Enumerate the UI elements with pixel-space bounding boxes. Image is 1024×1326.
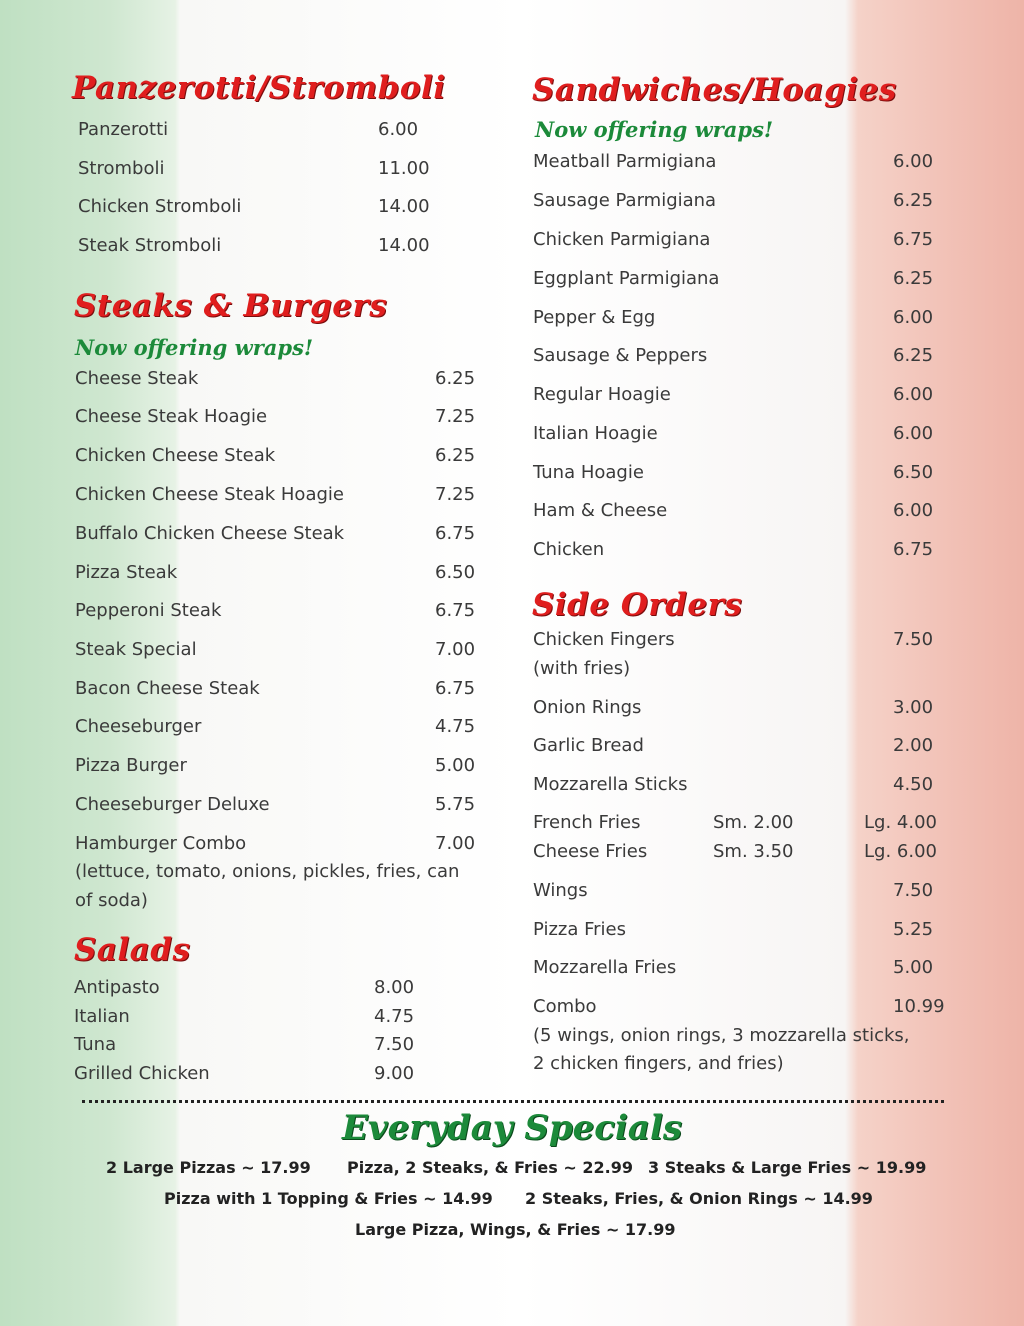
item-name: Italian xyxy=(74,1006,130,1027)
item-name: Cheeseburger Deluxe xyxy=(75,794,270,815)
item-price: 6.75 xyxy=(893,539,934,560)
item-name: Tuna Hoagie xyxy=(533,462,644,483)
sandwiches-heading: Sandwiches/Hoagies xyxy=(532,72,897,108)
item-name: Cheese Steak Hoagie xyxy=(75,406,268,427)
steaks-tagline: Now offering wraps! xyxy=(75,335,314,360)
specials-heading: Everyday Specials xyxy=(341,1108,683,1148)
menu-item xyxy=(75,754,475,778)
side-orders-heading: Side Orders xyxy=(532,587,743,623)
item-name: Chicken Stromboli xyxy=(78,196,242,217)
menu-item xyxy=(533,628,933,652)
item-price: 5.00 xyxy=(893,957,934,978)
item-price: 6.00 xyxy=(378,119,419,140)
special-item: 2 Steaks, Fries, & Onion Rings ~ 14.99 xyxy=(525,1189,873,1208)
menu-item xyxy=(74,1033,434,1057)
item-price: 7.50 xyxy=(893,880,934,901)
item-price: 14.00 xyxy=(378,196,430,217)
item-name: Chicken Cheese Steak Hoagie xyxy=(75,484,344,505)
item-name: Regular Hoagie xyxy=(533,384,671,405)
item-name: Sausage & Peppers xyxy=(533,345,708,366)
menu-item xyxy=(533,918,933,942)
item-price: 6.00 xyxy=(893,307,934,328)
item-price: 7.25 xyxy=(435,406,476,427)
item-name: Hamburger Combo xyxy=(75,833,247,854)
item-name: Pepper & Egg xyxy=(533,307,656,328)
item-name: Pizza Steak xyxy=(75,562,178,583)
combo-note-line xyxy=(533,1024,933,1048)
item-name: Antipasto xyxy=(74,977,160,998)
item-price: 7.50 xyxy=(893,629,934,650)
item-name: Ham & Cheese xyxy=(533,500,668,521)
item-price: 6.25 xyxy=(435,445,476,466)
item-large-price: Lg. 6.00 xyxy=(864,841,937,862)
item-large-price: Lg. 4.00 xyxy=(864,812,937,833)
menu-item xyxy=(75,832,475,856)
item-name: Buffalo Chicken Cheese Steak xyxy=(75,523,345,544)
item-price: 5.00 xyxy=(435,755,476,776)
item-name: Stromboli xyxy=(78,158,165,179)
menu-item xyxy=(75,677,475,701)
item-note: (with fries) xyxy=(533,658,631,679)
menu-item xyxy=(533,461,933,485)
menu-item xyxy=(533,383,933,407)
menu-item xyxy=(533,306,933,330)
item-price: 6.75 xyxy=(435,600,476,621)
menu-item xyxy=(74,1005,434,1029)
item-name: Meatball Parmigiana xyxy=(533,151,717,172)
item-price: 5.75 xyxy=(435,794,476,815)
menu-item xyxy=(75,405,475,429)
item-name: Onion Rings xyxy=(533,697,642,718)
item-name: Mozzarella Sticks xyxy=(533,774,688,795)
menu-item xyxy=(533,499,933,523)
item-name: Combo xyxy=(533,996,597,1017)
item-name: Tuna xyxy=(74,1034,117,1055)
menu-item xyxy=(78,195,438,219)
item-price: 7.00 xyxy=(435,639,476,660)
menu-item xyxy=(533,956,933,980)
chicken-fingers-note xyxy=(533,657,833,681)
item-price: 4.75 xyxy=(374,1006,415,1027)
menu-item xyxy=(533,995,943,1019)
item-small-price: Sm. 3.50 xyxy=(713,841,794,862)
item-price: 7.00 xyxy=(435,833,476,854)
menu-item xyxy=(533,422,933,446)
menu-item xyxy=(78,118,438,142)
menu-item xyxy=(78,234,438,258)
menu-item xyxy=(75,638,475,662)
item-price: 6.25 xyxy=(435,368,476,389)
menu-item xyxy=(75,715,475,739)
hamburger-combo-note: (lettuce, tomato, onions, pickles, fries, can of soda) xyxy=(75,861,460,911)
item-price: 6.75 xyxy=(435,523,476,544)
item-name: Chicken Fingers xyxy=(533,629,675,650)
menu-item xyxy=(533,267,933,291)
item-price: 6.25 xyxy=(893,268,934,289)
menu-item xyxy=(533,189,933,213)
item-name: Cheese Steak xyxy=(75,368,199,389)
item-name: Pizza Burger xyxy=(75,755,187,776)
menu-item xyxy=(75,444,475,468)
menu-item xyxy=(75,483,475,507)
item-price: 6.75 xyxy=(893,229,934,250)
item-name: Wings xyxy=(533,880,588,901)
item-price: 7.25 xyxy=(435,484,476,505)
special-item: Pizza with 1 Topping & Fries ~ 14.99 xyxy=(164,1189,493,1208)
item-price: 9.00 xyxy=(374,1063,415,1084)
item-price: 6.00 xyxy=(893,423,934,444)
item-name: Panzerotti xyxy=(78,119,169,140)
item-price: 6.00 xyxy=(893,500,934,521)
salads-heading: Salads xyxy=(74,932,191,968)
menu-item xyxy=(533,734,933,758)
item-price: 6.00 xyxy=(893,384,934,405)
item-price: 6.50 xyxy=(435,562,476,583)
item-price: 3.00 xyxy=(893,697,934,718)
item-price: 6.25 xyxy=(893,190,934,211)
special-item: 2 Large Pizzas ~ 17.99 xyxy=(106,1158,311,1177)
item-price: 14.00 xyxy=(378,235,430,256)
menu-item xyxy=(533,879,933,903)
menu-item xyxy=(75,367,475,391)
item-name: Cheese Fries xyxy=(533,841,648,862)
item-price: 6.50 xyxy=(893,462,934,483)
item-name: Sausage Parmigiana xyxy=(533,190,717,211)
item-price: 5.25 xyxy=(893,919,934,940)
sandwiches-tagline: Now offering wraps! xyxy=(535,117,774,142)
special-item: Pizza, 2 Steaks, & Fries ~ 22.99 xyxy=(347,1158,633,1177)
item-name: Steak Special xyxy=(75,639,197,660)
menu-item xyxy=(533,538,933,562)
item-price: 8.00 xyxy=(374,977,415,998)
item-price: 7.50 xyxy=(374,1034,415,1055)
special-item: Large Pizza, Wings, & Fries ~ 17.99 xyxy=(355,1220,676,1239)
menu-item xyxy=(75,793,475,817)
menu-item xyxy=(74,976,434,1000)
item-name: Mozzarella Fries xyxy=(533,957,677,978)
menu-item xyxy=(78,157,438,181)
item-price: 6.25 xyxy=(893,345,934,366)
steaks-heading: Steaks & Burgers xyxy=(74,288,388,324)
item-name: Grilled Chicken xyxy=(74,1063,210,1084)
menu-item xyxy=(533,840,937,864)
item-name: Garlic Bread xyxy=(533,735,644,756)
item-price: 2.00 xyxy=(893,735,934,756)
item-price: 4.75 xyxy=(435,716,476,737)
menu-item xyxy=(75,561,475,585)
item-small-price: Sm. 2.00 xyxy=(713,812,794,833)
panzerotti-heading: Panzerotti/Stromboli xyxy=(72,70,446,106)
item-name: Chicken xyxy=(533,539,605,560)
menu-item xyxy=(533,228,933,252)
menu-item xyxy=(75,599,475,623)
item-name: Pepperoni Steak xyxy=(75,600,222,621)
menu-item xyxy=(533,150,933,174)
item-name: Cheeseburger xyxy=(75,716,202,737)
item-price: 11.00 xyxy=(378,158,430,179)
item-price: 6.00 xyxy=(893,151,934,172)
dotted-divider xyxy=(82,1100,944,1103)
menu-item xyxy=(74,1062,434,1086)
item-price: 6.75 xyxy=(435,678,476,699)
item-name: Steak Stromboli xyxy=(78,235,222,256)
menu-item xyxy=(533,811,937,835)
item-name: Bacon Cheese Steak xyxy=(75,678,260,699)
item-name: French Fries xyxy=(533,812,641,833)
item-name: Italian Hoagie xyxy=(533,423,658,444)
item-name: Chicken Parmigiana xyxy=(533,229,711,250)
special-item: 3 Steaks & Large Fries ~ 19.99 xyxy=(648,1158,927,1177)
menu-item xyxy=(75,522,475,546)
item-price: 10.99 xyxy=(893,996,945,1017)
combo-note-line xyxy=(533,1052,933,1076)
menu-item xyxy=(533,696,933,720)
item-note: 2 chicken fingers, and fries) xyxy=(533,1053,784,1074)
menu-item xyxy=(533,344,933,368)
item-name: Pizza Fries xyxy=(533,919,627,940)
item-name: Chicken Cheese Steak xyxy=(75,445,276,466)
item-note: (5 wings, onion rings, 3 mozzarella sticks, xyxy=(533,1025,910,1046)
item-price: 4.50 xyxy=(893,774,934,795)
menu-item xyxy=(533,773,933,797)
item-name: Eggplant Parmigiana xyxy=(533,268,720,289)
